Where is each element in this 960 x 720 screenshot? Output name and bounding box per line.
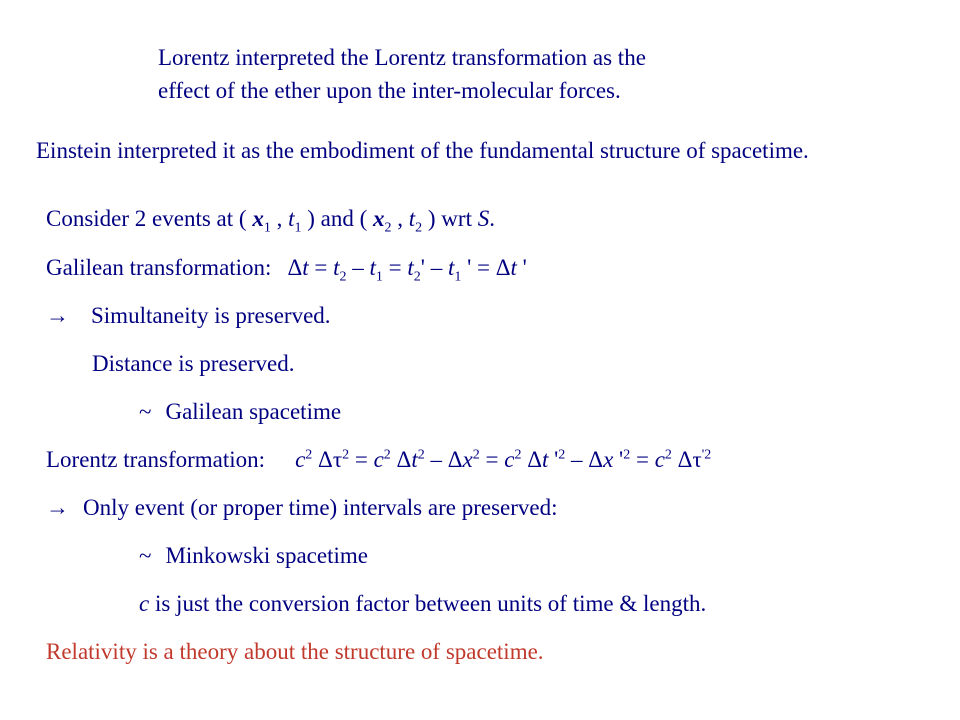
delta-symbol: Δ <box>495 255 511 280</box>
delta-symbol: Δ <box>287 255 303 280</box>
square: 2 <box>305 447 313 463</box>
intervals-text: Only event (or proper time) intervals are preserved: <box>83 495 558 520</box>
intervals-line <box>46 494 558 522</box>
t2-subscript: 2 <box>415 220 423 236</box>
conclusion: Relativity is a theory about the structure of spacetime. <box>46 639 544 664</box>
lorentz-view-line-1: Lorentz interpreted the Lorentz transformation as the <box>158 45 646 70</box>
square: 2 <box>704 447 712 463</box>
square: 2 <box>383 447 391 463</box>
equals: = <box>630 447 655 472</box>
minkowski-line <box>139 542 368 570</box>
square: 2 <box>664 447 672 463</box>
t2-prime-symbol: t <box>407 255 414 280</box>
delta-symbol: Δ <box>318 447 333 472</box>
lorentz-line <box>46 446 711 474</box>
c-symbol: c <box>295 447 306 472</box>
conversion-text: is just the conversion factor between units of time & length. <box>149 591 707 616</box>
minus: – <box>424 447 448 472</box>
x1-symbol: x <box>252 206 264 231</box>
einstein-view: Einstein interpreted it as the embodiment of the fundamental structure of spacetime. <box>36 138 809 163</box>
prime: ' <box>522 255 527 280</box>
t1-subscript: 1 <box>375 269 383 285</box>
minus: – <box>424 255 448 280</box>
square: 2 <box>342 447 350 463</box>
tau-symbol: τ <box>692 447 702 472</box>
t2-prime-subscript: 2 <box>413 269 421 285</box>
events-line <box>46 205 495 236</box>
t-prime-symbol: t <box>510 255 517 280</box>
arrow-icon: → <box>46 303 69 328</box>
x1-subscript: 1 <box>263 220 271 236</box>
x-prime-symbol: x <box>603 447 614 472</box>
t2-symbol: t <box>408 206 416 231</box>
delta-symbol: Δ <box>447 447 463 472</box>
t1-prime-symbol: t <box>447 255 455 280</box>
prime: ' <box>701 447 705 463</box>
prime: ' <box>613 447 624 472</box>
simultaneity-text: Simultaneity is preserved. <box>91 303 331 328</box>
t1-subscript: 1 <box>294 220 302 236</box>
x2-symbol: x <box>373 206 385 231</box>
galilean-line <box>46 254 527 285</box>
c-symbol: c <box>654 447 665 472</box>
t1-symbol: t <box>369 255 376 280</box>
comma-2: , <box>391 206 409 231</box>
x2-subscript: 2 <box>384 220 392 236</box>
comma-1: , <box>270 206 289 231</box>
equals: = <box>382 255 408 280</box>
equals: = <box>471 255 496 280</box>
equals: = <box>308 255 334 280</box>
minus: – <box>346 255 370 280</box>
c-symbol: c <box>373 447 384 472</box>
lorentz-label: Lorentz transformation: <box>46 447 266 472</box>
equals: = <box>479 447 505 472</box>
prime: ' <box>548 447 559 472</box>
square: 2 <box>472 447 480 463</box>
square: 2 <box>623 447 631 463</box>
square: 2 <box>417 447 425 463</box>
c-symbol: c <box>139 591 150 616</box>
distance-line: Distance is preserved. <box>92 351 295 376</box>
delta-symbol: Δ <box>527 447 542 472</box>
minkowski-text: Minkowski spacetime <box>165 543 368 568</box>
tilde-symbol: ~ <box>139 543 152 568</box>
galilean-spacetime-line <box>139 398 341 426</box>
events-period: . <box>489 206 495 231</box>
tau-symbol: τ <box>332 447 343 472</box>
tilde-symbol: ~ <box>139 399 152 424</box>
galilean-label: Galilean transformation: <box>46 255 272 280</box>
prime: ' <box>467 255 472 280</box>
events-prefix: Consider 2 events at ( <box>46 206 253 231</box>
t1-prime-subscript: 1 <box>454 269 462 285</box>
prime: ' <box>420 255 425 280</box>
simultaneity-line <box>46 302 331 330</box>
square: 2 <box>514 447 522 463</box>
c-symbol: c <box>504 447 515 472</box>
t2-symbol: t <box>333 255 340 280</box>
galilean-spacetime-text: Galilean spacetime <box>165 399 342 424</box>
delta-symbol: Δ <box>588 447 604 472</box>
t-symbol: t <box>302 255 309 280</box>
x-symbol: x <box>462 447 473 472</box>
conversion-line <box>139 590 706 618</box>
events-suffix: ) wrt <box>422 206 478 231</box>
square: 2 <box>558 447 566 463</box>
lorentz-view-line-2: effect of the ether upon the inter-molecular forces. <box>158 78 621 103</box>
minus: – <box>565 447 589 472</box>
delta-symbol: Δ <box>396 447 412 472</box>
frame-symbol: S <box>477 206 490 231</box>
events-mid: ) and ( <box>301 206 373 231</box>
arrow-icon: → <box>46 495 69 520</box>
t1-symbol: t <box>288 206 295 231</box>
t2-subscript: 2 <box>339 269 347 285</box>
delta-symbol: Δ <box>677 447 693 472</box>
t-symbol: t <box>411 447 418 472</box>
equals: = <box>349 447 374 472</box>
t-prime-symbol: t <box>541 447 549 472</box>
